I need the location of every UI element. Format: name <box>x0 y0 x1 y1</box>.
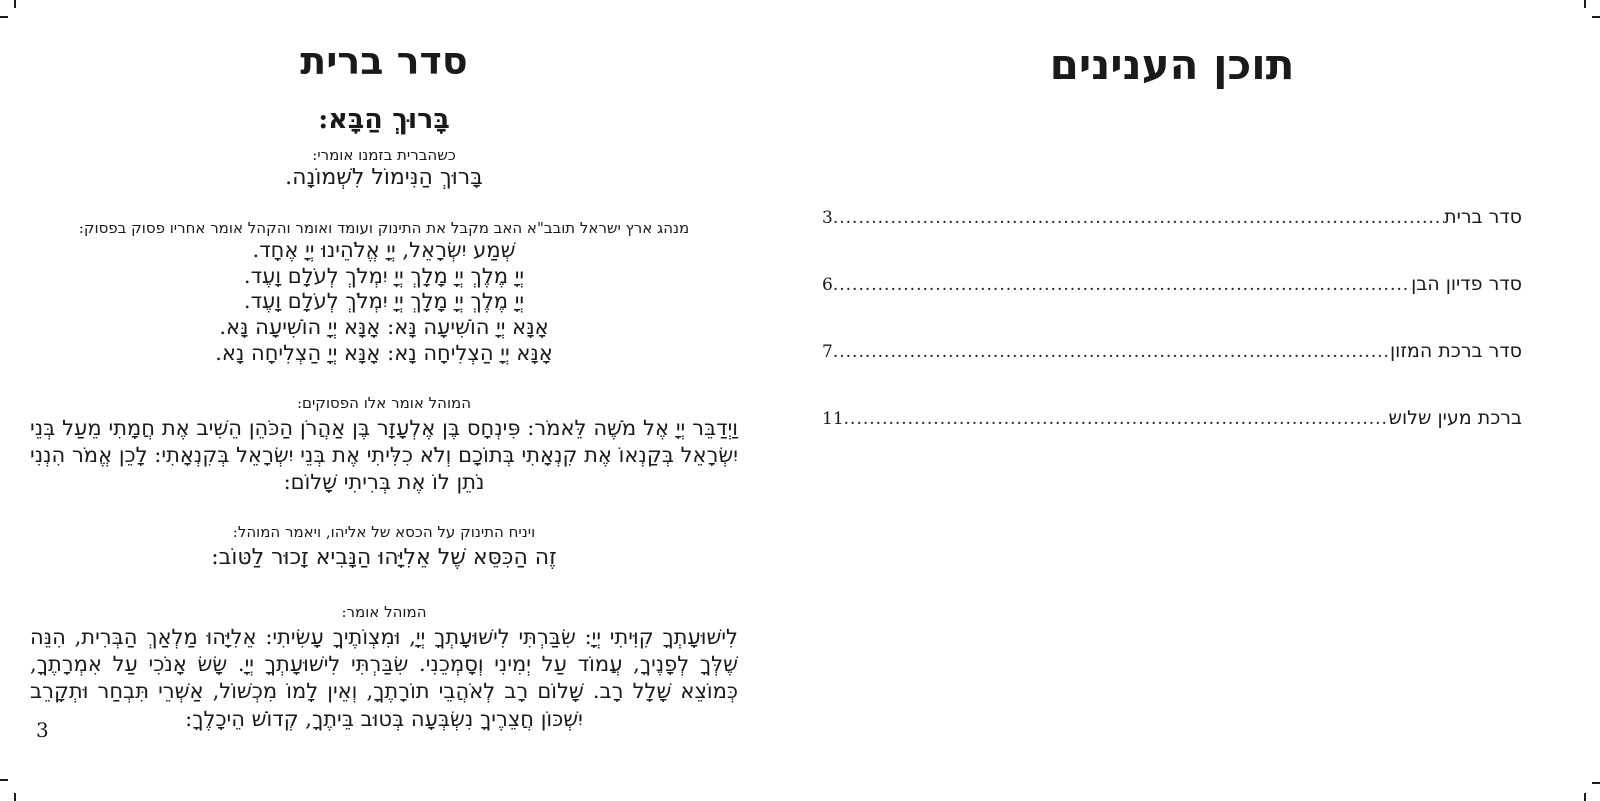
crop-mark-top-right-vertical <box>1584 0 1586 8</box>
toc-entry-label: סדר ברית <box>1444 206 1522 229</box>
toc-entry-label: ברכת מעין שלוש <box>1388 406 1522 429</box>
toc-entry-label: סדר ברכת המזון <box>1390 339 1522 362</box>
vaydaber-paragraph: וַיְדַבֵּר יְיָ אֶל מֹשֶׁה לֵּאמֹר: פִּינְחָס בֶּן אֶלְעָזָר בֶּן אַהֲרֹן הַכֹּהֵן הֵשִׁיב אֶת חֲמָתִי מֵעַל בְּנֵי יִשְׂרָאֵל בְּקַנְאוֹ אֶת קִנְאָתִי בְּתוֹכָם וְלֹא כִלִּיתִי אֶת בְּנֵי יִשְׂרָאֵל בְּקִנְאָתִי: לָכֵן אֱמֹר הִנְנִי נֹתֵן לוֹ אֶת בְּרִיתִי שָׁלוֹם: <box>30 415 738 495</box>
crop-mark-bottom-right-vertical <box>1584 793 1586 801</box>
page-number: 3 <box>36 718 49 742</box>
crop-mark-top-left-horizontal <box>0 16 8 18</box>
toc-entry-page-number: 3 <box>822 208 833 229</box>
instruction-when-brit-on-time: כשהברית בזמנו אומרי: <box>312 146 456 165</box>
shema-verses-block <box>30 238 738 366</box>
toc-entry-page-number: 7 <box>822 341 833 362</box>
baruch-haba-heading: בָּרוּךְ הַבָּא: <box>318 103 450 135</box>
instruction-mohel-says: המוהל אומר: <box>341 603 427 622</box>
crop-mark-top-left-vertical <box>14 0 16 8</box>
page-table-of-contents <box>822 42 1522 473</box>
toc-entry-page-number: 6 <box>822 274 833 295</box>
instruction-minhag-eretz-yisrael: מנהג ארץ ישראל תובב"א האב מקבל את התינוק ועומד ואומר והקהל אומר אחריו פסוק בפסוק: <box>78 219 690 238</box>
page-title: סדר ברית <box>300 38 468 83</box>
ze-hakise-line: זֶה הַכִּסֵּא שֶׁל אֵלִיָּהוּ הַנָּבִיא זָכוּר לַטּוֹב: <box>211 544 557 570</box>
crop-mark-bottom-left-horizontal <box>0 779 8 781</box>
verse-line: יְיָ מֶלֶךְ יְיָ מָלָךְ יְיָ יִמְלֹךְ לְעֹלָם וָעֶד. <box>243 263 525 288</box>
toc-title: תוכן הענינים <box>1049 40 1295 89</box>
toc-dot-leader <box>833 342 1390 362</box>
verse-line: שְׁמַע יִשְׂרָאֵל, יְיָ אֱלֹהֵינוּ יְיָ אֶחָד. <box>252 238 516 263</box>
verse-line: אָנָּא יְיָ הַצְלִיחָה נָא: אָנָּא יְיָ הַצְלִיחָה נָא. <box>215 340 553 365</box>
toc-list <box>822 206 1522 429</box>
crop-mark-bottom-right-horizontal <box>1592 782 1600 784</box>
toc-entry <box>822 206 1522 229</box>
toc-entry <box>822 340 1522 363</box>
toc-entry-page-number: 11 <box>822 408 844 429</box>
toc-entry <box>822 273 1522 296</box>
toc-dot-leader <box>844 409 1389 429</box>
toc-dot-leader <box>833 275 1411 295</box>
instruction-mohel-says-verses: המוהל אומר אלו הפסוקים: <box>296 394 472 413</box>
verse-line: יְיָ מֶלֶךְ יְיָ מָלָךְ יְיָ יִמְלֹךְ לְעֹלָם וָעֶד. <box>243 289 525 314</box>
page-seder-brit <box>30 40 738 733</box>
toc-dot-leader <box>833 208 1444 228</box>
crop-mark-bottom-left-vertical <box>14 793 16 801</box>
toc-entry <box>822 407 1522 430</box>
baruch-hanimol-line: בָּרוּךְ הַנִּימוֹל לִשְׁמוֹנָה. <box>285 164 483 190</box>
crop-mark-top-right-horizontal <box>1592 16 1600 18</box>
verse-line: אָנָּא יְיָ הוֹשִׁיעָה נָּא: אָנָּא יְיָ הוֹשִׁיעָה נָּא. <box>219 314 549 339</box>
lishuatcha-paragraph: לִישׁוּעָתְךָ קִוִּיתִי יְיָ: שִׂבַּרְתִּי לִישׁוּעָתְךָ יְיָ, וּמִצְוֹתֶיךָ עָשִׂיתִי: אֵלִיָּהוּ מַלְאַךְ הַבְּרִית, הִנֵּה שֶׁלְּךָ לְפָנֶיךָ, עֲמוֹד עַל יְמִינִי וְסָמְכֵנִי. שִׂבַּרְתִּי לִישׁוּעָתְךָ יְיָ. שָׂשׂ אָנֹכִי עַל אִמְרָתֶךָ, כְּמוֹצֵא שָׁלָל רָב. שָׁלוֹם רָב לְאֹהֲבֵי תוֹרָתֶךָ, וְאֵין לָמוֹ מִכְשׁוֹל, אַשְׁרֵי תִּבְחַר וּתְקָרֵב יִשְׁכּוֹן חֲצֵרֶיךָ נִשְׂבְּעָה בְּטוּב בֵּיתֶךָ, קְדוֹשׁ הֵיכָלֶךָ: <box>30 624 738 731</box>
instruction-place-on-elijah-chair: ויניח התינוק על הכסא של אליהו, ויאמר המוהל: <box>232 522 536 541</box>
toc-entry-label: סדר פדיון הבן <box>1411 272 1522 295</box>
